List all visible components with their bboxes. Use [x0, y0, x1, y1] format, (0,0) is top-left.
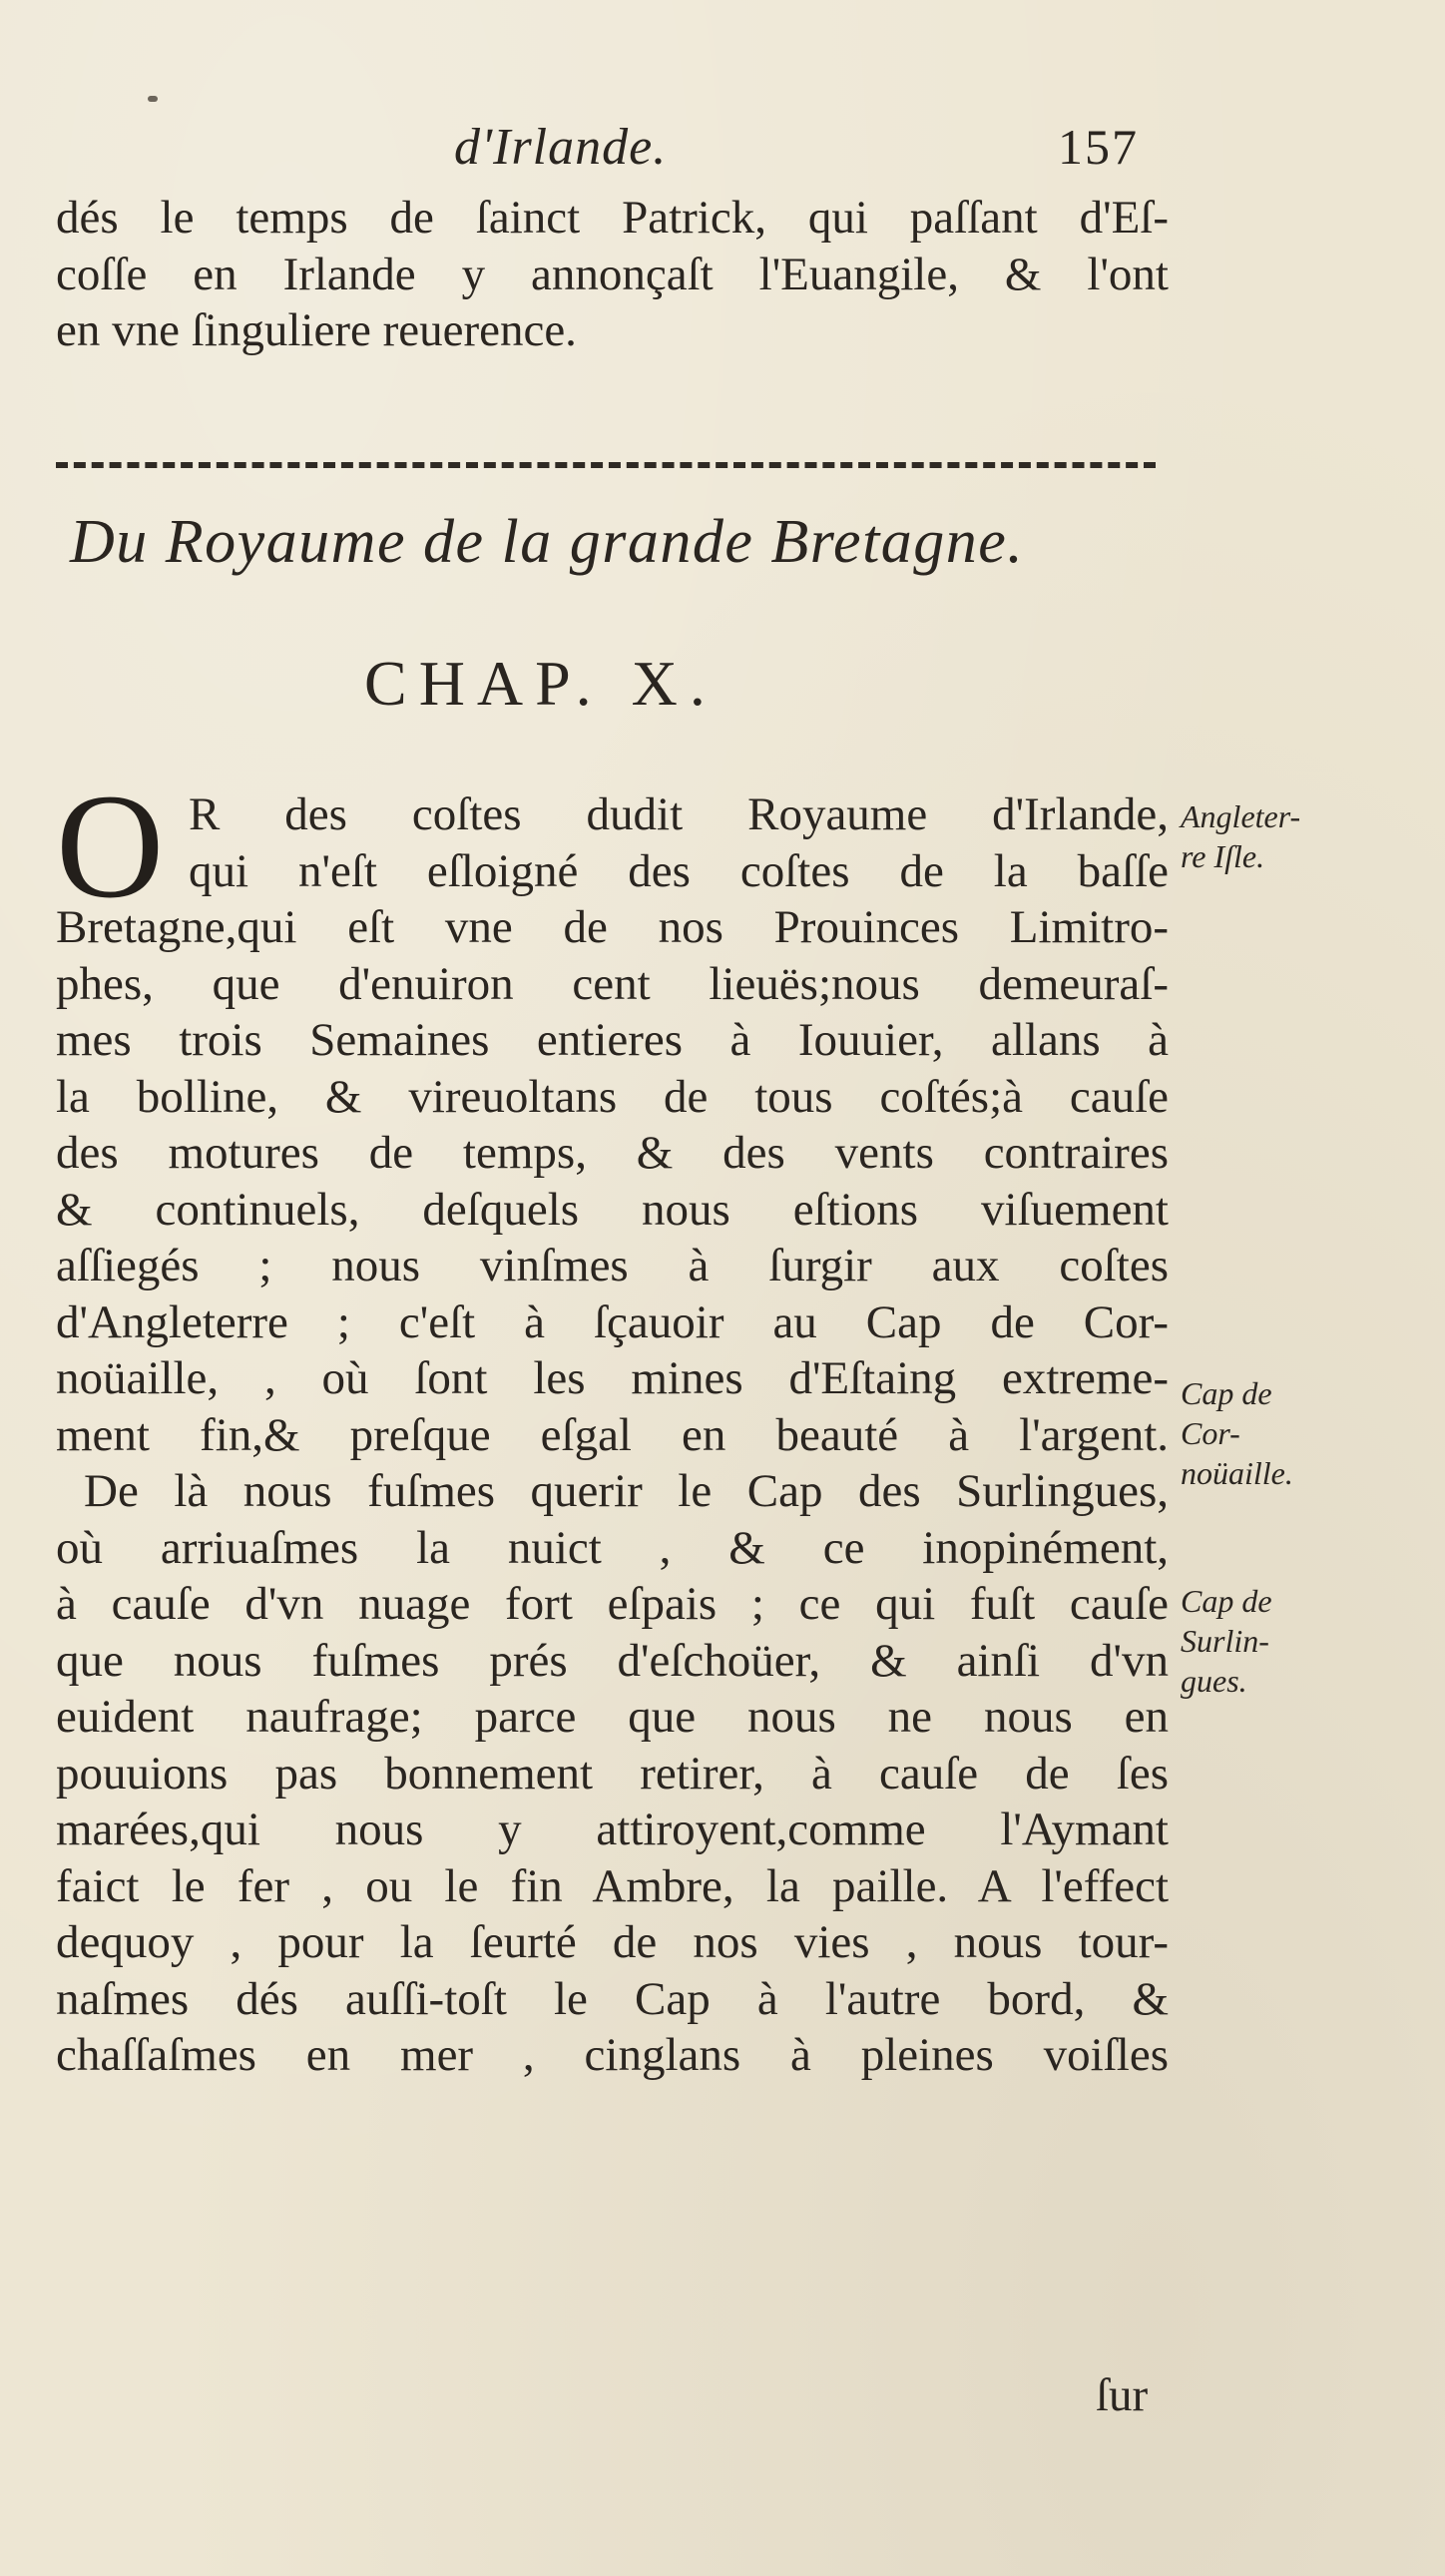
ornamental-rule	[56, 462, 1156, 468]
text-line: & continuels, deſquels nous eſtions viſuement	[56, 1183, 1169, 1236]
text-line: dés le temps de ſainct Patrick, qui paſſant d'Eſ-	[56, 192, 1169, 244]
text-line: faict le fer , ou le fin Ambre, la paille. A l'effect	[56, 1859, 1169, 1912]
margin-note-line: Surlin-	[1181, 1623, 1269, 1659]
text-line: en vne ſinguliere reuerence.	[56, 304, 577, 356]
text-line: pouuions pas bonnement retirer, à cauſe de ſes	[56, 1747, 1169, 1800]
margin-note-line: Cap de	[1181, 1375, 1272, 1411]
text-line: coſſe en Irlande y annonçaſt l'Euangile, & l'ont	[56, 248, 1169, 300]
text-line: chaſſaſmes en mer , cinglans à pleines voiſles	[56, 2029, 1169, 2081]
top-paragraph	[56, 190, 1169, 359]
text-line: dequoy , pour la ſeurté de nos vies , nous tour-	[56, 1916, 1169, 1968]
section-title: Du Royaume de la grande Bretagne.	[70, 508, 1025, 576]
text-line: qui n'eſt eſloigné des coſtes de la baſſe	[189, 844, 1169, 897]
text-line: ment fin,& preſque eſgal en beauté à l'argent.	[56, 1408, 1169, 1461]
page-number: 157	[1058, 119, 1139, 175]
margin-note-angleterre	[1181, 796, 1420, 876]
text-line: noüaille, , où ſont les mines d'Eſtaing extreme-	[56, 1352, 1169, 1404]
margin-note-surlingues	[1181, 1581, 1420, 1701]
margin-note-line: Angleter-	[1181, 798, 1301, 834]
text-line: aſſiegés ; nous vinſmes à ſurgir aux coſtes	[56, 1240, 1169, 1291]
text-line: Bretagne,qui eſt vne de nos Prouinces Limitro-	[56, 901, 1169, 953]
text-line: R des coſtes dudit Royaume d'Irlande,	[189, 788, 1169, 840]
chapter-heading: CHAP. X.	[364, 648, 718, 719]
text-line: marées,qui nous y attiroyent,comme l'Aymant	[56, 1803, 1169, 1855]
margin-note-line: Cor-	[1181, 1415, 1240, 1451]
text-line: phes, que d'enuiron cent lieuës;nous demeuraſ-	[56, 957, 1169, 1010]
catchword: ſur	[1096, 2369, 1149, 2421]
margin-note-line: re Iſle.	[1181, 838, 1265, 874]
text-line: à cauſe d'vn nuage fort eſpais ; ce qui fuſt cauſe	[56, 1578, 1169, 1630]
running-head-title: d'Irlande.	[454, 119, 668, 176]
running-head	[0, 118, 1445, 198]
margin-note-cornouaille	[1181, 1373, 1420, 1493]
text-line: la bolline, & vireuoltans de tous coſtés;à cauſe	[56, 1070, 1169, 1123]
margin-note-line: noüaille.	[1181, 1455, 1293, 1491]
margin-note-line: gues.	[1181, 1663, 1247, 1699]
drop-cap: O	[56, 764, 165, 929]
text-line: mes trois Semaines entieres à Iouuier, allans à	[56, 1014, 1169, 1066]
text-line: où arriuaſmes la nuict , & ce inopinément,	[56, 1521, 1169, 1574]
chapter-body	[56, 764, 1169, 2084]
text-line: d'Angleterre ; c'eſt à ſçauoir au Cap de Cor-	[56, 1295, 1169, 1348]
text-line: des motures de temps, & des vents contraires	[56, 1127, 1169, 1179]
text-line: De là nous fuſmes querir le Cap des Surlingues,	[84, 1465, 1169, 1517]
text-line: euident naufrage; parce que nous ne nous en	[56, 1691, 1169, 1743]
text-line: que nous fuſmes prés d'eſchoüer, & ainſi d'vn	[56, 1634, 1169, 1687]
ink-smudge	[148, 96, 158, 102]
margin-note-line: Cap de	[1181, 1583, 1272, 1619]
text-line: naſmes dés auſſi-toſt le Cap à l'autre bord, &	[56, 1972, 1169, 2025]
